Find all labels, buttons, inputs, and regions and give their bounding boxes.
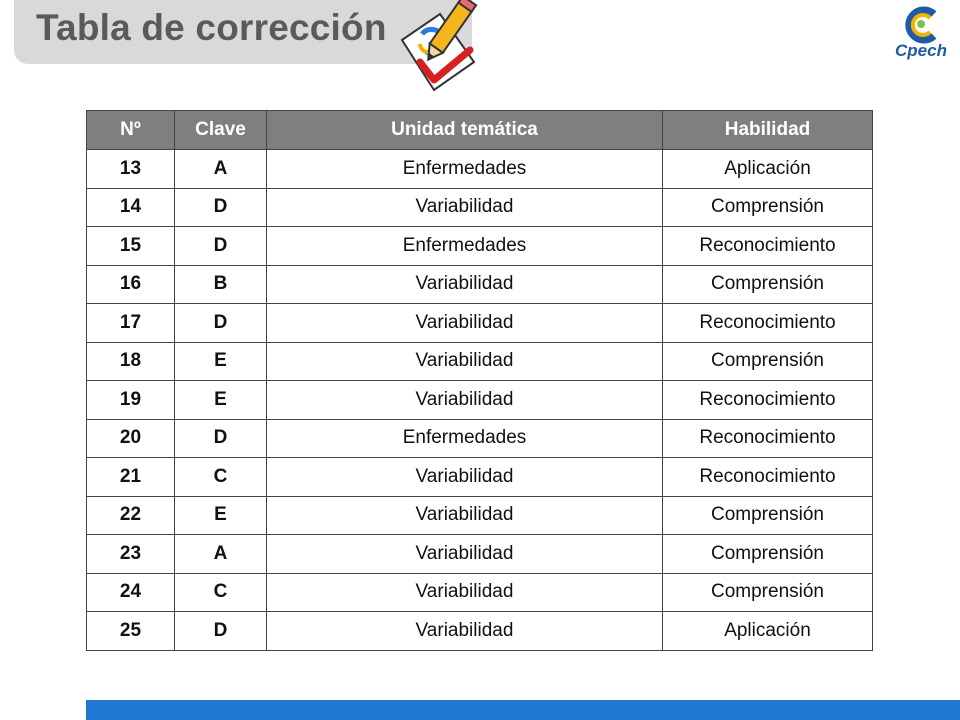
- cell-clave: E: [175, 342, 267, 381]
- cell-unidad: Variabilidad: [267, 612, 663, 651]
- cell-habilidad: Aplicación: [663, 150, 873, 189]
- bottom-accent-bar: [86, 700, 960, 720]
- cell-habilidad: Comprensión: [663, 342, 873, 381]
- table-row: [87, 342, 873, 381]
- cell-numero: 21: [87, 458, 175, 497]
- cell-unidad: Enfermedades: [267, 419, 663, 458]
- cell-numero: 24: [87, 573, 175, 612]
- cell-habilidad: Comprensión: [663, 573, 873, 612]
- cell-numero: 16: [87, 265, 175, 304]
- cell-clave: D: [175, 227, 267, 266]
- cell-habilidad: Comprensión: [663, 188, 873, 227]
- cell-clave: A: [175, 535, 267, 574]
- cell-numero: 14: [87, 188, 175, 227]
- cell-habilidad: Reconocimiento: [663, 227, 873, 266]
- cell-clave: D: [175, 304, 267, 343]
- cell-unidad: Enfermedades: [267, 150, 663, 189]
- table-row: [87, 381, 873, 420]
- cell-unidad: Variabilidad: [267, 342, 663, 381]
- table-row: [87, 188, 873, 227]
- cell-unidad: Variabilidad: [267, 265, 663, 304]
- cell-unidad: Variabilidad: [267, 535, 663, 574]
- cell-unidad: Variabilidad: [267, 458, 663, 497]
- table-row: [87, 573, 873, 612]
- table-row: [87, 304, 873, 343]
- cell-numero: 25: [87, 612, 175, 651]
- cell-unidad: Variabilidad: [267, 381, 663, 420]
- table-row: [87, 227, 873, 266]
- cell-numero: 17: [87, 304, 175, 343]
- cell-clave: D: [175, 188, 267, 227]
- table-row: [87, 419, 873, 458]
- table-row: [87, 150, 873, 189]
- cell-habilidad: Comprensión: [663, 535, 873, 574]
- cell-clave: E: [175, 496, 267, 535]
- cell-habilidad: Comprensión: [663, 265, 873, 304]
- page-title: Tabla de corrección: [36, 7, 387, 48]
- cell-numero: 23: [87, 535, 175, 574]
- cell-unidad: Variabilidad: [267, 573, 663, 612]
- header-unidad-tematica: Unidad temática: [267, 111, 663, 150]
- cell-clave: B: [175, 265, 267, 304]
- cell-habilidad: Reconocimiento: [663, 304, 873, 343]
- header-numero: Nº: [87, 111, 175, 150]
- correction-table: [86, 110, 873, 651]
- cell-habilidad: Reconocimiento: [663, 381, 873, 420]
- cell-numero: 15: [87, 227, 175, 266]
- cell-numero: 19: [87, 381, 175, 420]
- table-header-row: [87, 111, 873, 150]
- header-habilidad: Habilidad: [663, 111, 873, 150]
- cell-clave: D: [175, 612, 267, 651]
- cell-numero: 20: [87, 419, 175, 458]
- cell-unidad: Variabilidad: [267, 188, 663, 227]
- cpech-logo: [890, 4, 952, 66]
- pencil-checkmark-icon: [394, 0, 480, 102]
- cell-clave: A: [175, 150, 267, 189]
- cell-habilidad: Comprensión: [663, 496, 873, 535]
- table-row: [87, 265, 873, 304]
- table-row: [87, 458, 873, 497]
- cell-numero: 18: [87, 342, 175, 381]
- header-clave: Clave: [175, 111, 267, 150]
- cell-clave: C: [175, 458, 267, 497]
- cell-numero: 13: [87, 150, 175, 189]
- cell-unidad: Variabilidad: [267, 496, 663, 535]
- logo-text: Cpech: [895, 41, 947, 60]
- cpech-logo-icon: [890, 4, 952, 44]
- cell-clave: E: [175, 381, 267, 420]
- cell-habilidad: Aplicación: [663, 612, 873, 651]
- table-row: [87, 612, 873, 651]
- cell-clave: C: [175, 573, 267, 612]
- table-row: [87, 535, 873, 574]
- cell-unidad: Variabilidad: [267, 304, 663, 343]
- cell-numero: 22: [87, 496, 175, 535]
- table-row: [87, 496, 873, 535]
- cell-clave: D: [175, 419, 267, 458]
- cell-habilidad: Reconocimiento: [663, 419, 873, 458]
- cell-unidad: Enfermedades: [267, 227, 663, 266]
- cell-habilidad: Reconocimiento: [663, 458, 873, 497]
